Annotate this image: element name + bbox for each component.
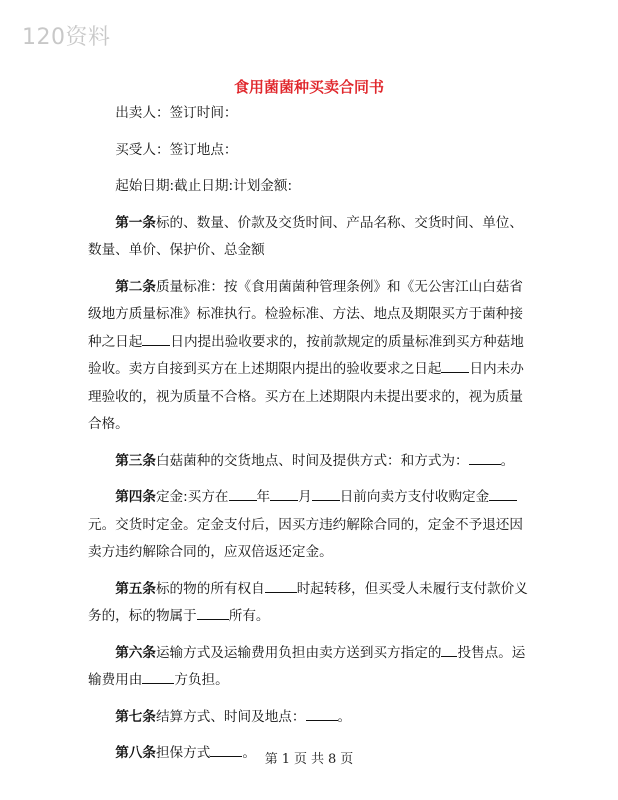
footer-text: 页 [340,752,354,767]
article-text: 担保方式 [155,745,211,761]
article-2 [88,274,530,439]
blank-line [142,668,174,684]
blank-line [229,485,257,501]
article-number: 第七条 [115,708,156,725]
blank-line [312,485,340,501]
article-text: 所有。 [228,608,270,624]
page-number: 1 [281,752,290,767]
article-text: 元。交货时定金。定金支付后，因买方违约解除合同的，定金不予退还因卖方违约解除合同的，应双倍返还定金。 [88,516,523,560]
article-text: 日内提出验收要求的，按前款规定的质量标准到买方种菇地验收。卖方自接到买方在上述期限内提出的验收要求之日起 [88,333,524,377]
article-text: 投售点。运输费用由 [88,644,526,688]
article-number: 第一条 [115,214,156,231]
article-6 [88,640,530,695]
article-text: 年 [256,489,271,505]
article-number: 第六条 [115,644,156,661]
blank-line [142,330,170,346]
document-title: 食用菌菌种买卖合同书 [233,78,384,96]
blank-line [306,705,338,721]
blank-line [469,449,501,465]
article-number: 第四条 [115,489,156,505]
article-4 [88,484,530,567]
seller-line: 出卖人：签订时间： [115,105,238,121]
blank-line [270,485,298,501]
footer-text: 第 [264,752,278,767]
article-text: 白菇菌种的交货地点、时间及提供方式：和方式为： [155,452,469,469]
article-number: 第三条 [115,452,156,469]
page-footer [0,748,618,767]
article-5 [88,576,530,631]
footer-text: 页 [293,752,307,767]
article-text: 标的物的所有权自 [155,580,265,597]
article-7 [88,704,530,732]
buyer-line: 买受人：签订地点： [115,141,238,158]
article-text: 质量标准：按《食用菌菌种管理条例》和《无公害江山白菇省级地方质量标准》标准执行。检验标准、方法、地点及期限买方于菌种接种之日起 [88,278,523,350]
document-body [88,100,530,768]
blank-line [441,357,469,373]
watermark: 120资料 [22,25,111,50]
article-text: 日前向卖方支付收购定金 [339,489,490,505]
article-text: 月 [298,489,312,505]
article-number: 第五条 [115,580,156,597]
article-number: 第八条 [115,745,156,761]
article-3 [88,448,530,476]
blank-line [197,604,229,620]
article-text: 结算方式、时间及地点： [155,708,306,725]
article-text: 。 [337,708,352,725]
dates-line: 起始日期:截止日期:计划金额: [115,178,293,194]
blank-line [441,641,457,657]
article-number: 第二条 [115,278,156,295]
total-pages: 8 [328,752,337,767]
article-text: 方负担。 [174,672,229,688]
article-text: 日内未办理验收的，视为质量不合格。买方在上述期限内未提出要求的，视为质量合格。 [88,361,524,432]
blank-line [265,577,297,593]
article-text: 。 [242,745,256,761]
article-1 [88,210,530,265]
article-text: 标的、数量、价款及交货时间、产品名称、交货时间、单位、数量、单价、保护价、总金额 [88,214,523,258]
article-text: 运输方式及运输费用负担由卖方送到买方指定的 [155,644,442,661]
article-text: 。 [500,452,515,469]
article-text: 时起转移，但买受人未履行支付款价义务的，标的物属于 [88,580,528,624]
blank-line [489,485,517,501]
footer-text: 共 [311,752,325,767]
article-text: 定金:买方在 [155,489,229,505]
